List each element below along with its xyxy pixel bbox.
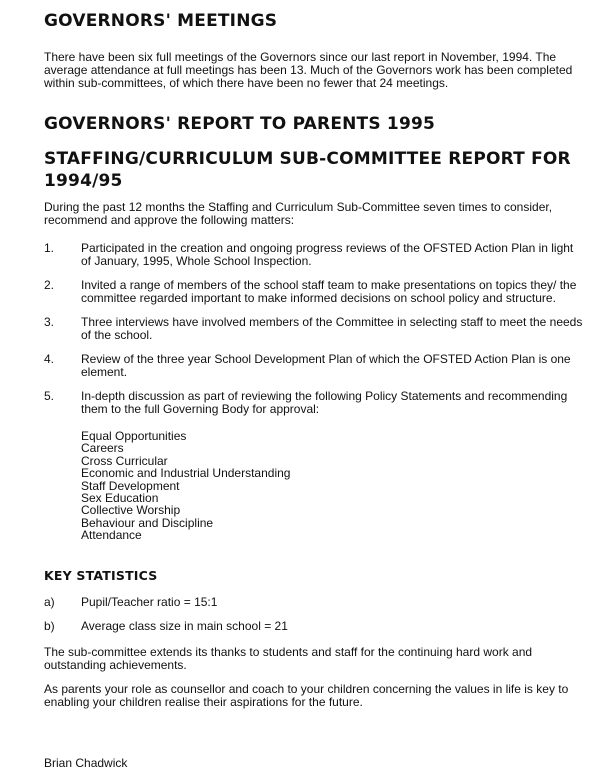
stat-label: b) xyxy=(44,618,55,633)
policy-item: Collective Worship xyxy=(81,503,181,518)
policy-item: Economic and Industrial Understanding xyxy=(81,466,291,481)
policy-item: Attendance xyxy=(81,528,142,543)
policy-item: Cross Curricular xyxy=(81,453,168,468)
item-number: 5. xyxy=(44,389,55,403)
thanks-paragraph: The sub-committee extends its thanks to students and staff for the continuing hard work and outstanding achievements. xyxy=(44,644,533,672)
item-text: Three interviews have involved members of the Committee in selecting staff to meet the needs of the school. xyxy=(81,315,583,342)
list-item xyxy=(44,316,584,342)
policy-item: Equal Opportunities xyxy=(81,429,187,443)
report-heading: GOVERNORS' REPORT TO PARENTS 1995 xyxy=(44,114,436,134)
policy-item: Behaviour and Discipline xyxy=(81,515,214,530)
policy-item: Careers xyxy=(81,441,124,456)
item-number: 1. xyxy=(44,241,55,255)
list-item xyxy=(44,242,584,268)
item-text: Review of the three year School Development Plan of which the OFSTED Action Plan is one element. xyxy=(81,352,571,379)
item-text: Invited a range of members of the school staff team to make presentations on topics they/ the committee regarded important to make informed decisions on school policy and structure. xyxy=(81,278,577,305)
list-item xyxy=(44,390,584,416)
governors-meetings-body: There have been six full meetings of the Governors since our last report in November, 1994. The average attendance at full meetings has been 13. Much of the Governors work has been completed within sub-committees, of which there have been no fewer that 24 meetings. xyxy=(44,50,573,90)
list-item xyxy=(44,353,584,379)
policy-list xyxy=(44,430,584,542)
item-number: 4. xyxy=(44,352,55,366)
item-number: 3. xyxy=(44,315,55,329)
document-page xyxy=(44,10,584,770)
policy-item: Staff Development xyxy=(81,478,180,493)
statistic-row xyxy=(44,620,584,633)
key-statistics-heading: KEY STATISTICS xyxy=(44,567,158,583)
item-text: In-depth discussion as part of reviewing the following Policy Statements and recommending them to the full Governing Body for approval: xyxy=(81,389,568,416)
staffing-heading: STAFFING/CURRICULUM SUB-COMMITTEE REPORT FOR 1994/95 xyxy=(44,149,571,191)
staffing-items xyxy=(44,242,584,416)
stat-text: Average class size in main school = 21 xyxy=(81,618,288,633)
statistic-row xyxy=(44,596,584,609)
stat-text: Pupil/Teacher ratio = 15:1 xyxy=(81,594,218,609)
signature: Brian Chadwick xyxy=(44,755,128,770)
governors-meetings-heading: GOVERNORS' MEETINGS xyxy=(44,11,278,31)
item-text: Participated in the creation and ongoing progress reviews of the OFSTED Action Plan in light of January, 1995, Whole School Inspection. xyxy=(81,241,574,268)
list-item xyxy=(44,279,584,305)
policy-item: Sex Education xyxy=(81,491,159,506)
parents-paragraph: As parents your role as counsellor and coach to your children concerning the values in life is key to enabling your children realise their aspirations for the future. xyxy=(44,681,569,709)
stat-label: a) xyxy=(44,594,55,609)
item-number: 2. xyxy=(44,278,55,292)
staffing-intro: During the past 12 months the Staffing and Curriculum Sub-Committee seven times to consider, recommend and approve the following matters: xyxy=(44,200,553,227)
